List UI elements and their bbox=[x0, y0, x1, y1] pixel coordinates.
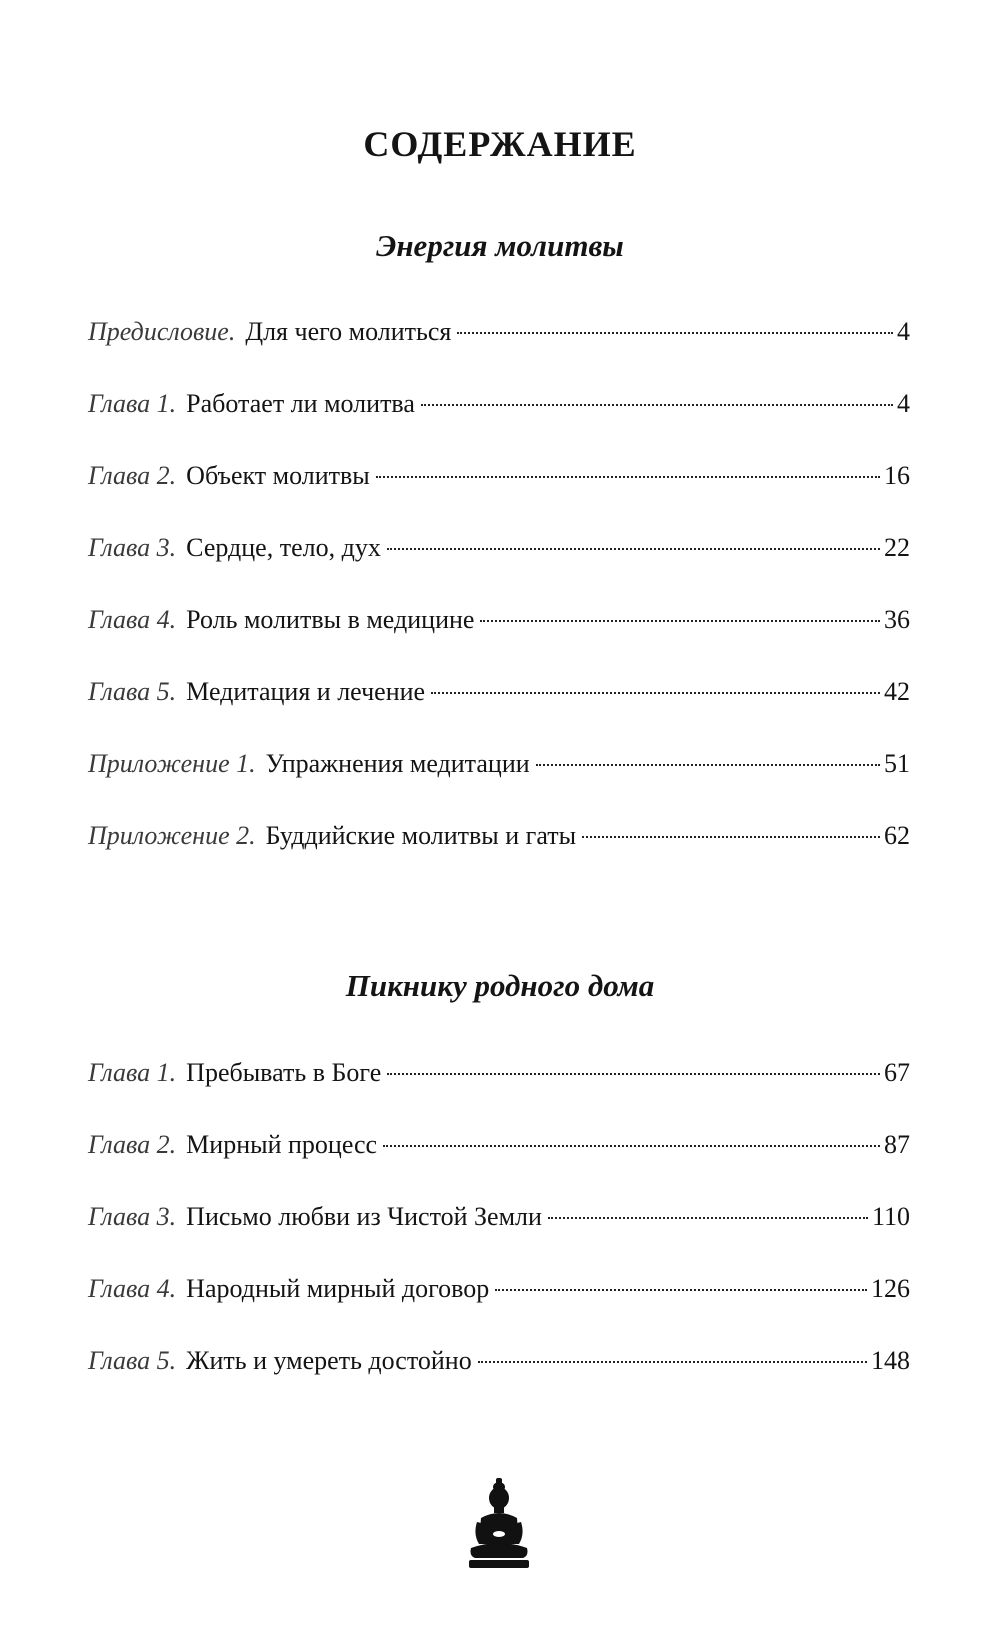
dot-leader bbox=[582, 836, 880, 838]
toc-entry[interactable] bbox=[88, 1057, 910, 1129]
entry-title: Народный мирный договор bbox=[186, 1274, 490, 1303]
entry-label: Глава 2. bbox=[88, 1130, 177, 1159]
entry-title: Пребывать в Боге bbox=[186, 1058, 382, 1087]
entry-page-number: 42 bbox=[884, 677, 910, 706]
dot-leader bbox=[457, 332, 893, 334]
section-heading-home-picnic: Пикнику родного дома bbox=[345, 968, 655, 1003]
dot-leader bbox=[376, 476, 880, 478]
entry-page-number: 16 bbox=[884, 461, 910, 490]
section-heading-prayer-energy: Энергия молитвы bbox=[376, 228, 624, 263]
toc-entry[interactable] bbox=[88, 1345, 910, 1417]
entry-label: Глава 1. bbox=[88, 389, 177, 418]
entry-title: Сердце, тело, дух bbox=[186, 533, 381, 562]
toc-entry[interactable] bbox=[88, 460, 910, 532]
entry-page-number: 87 bbox=[884, 1130, 910, 1159]
toc-entry[interactable] bbox=[88, 316, 910, 388]
entry-label: Глава 4. bbox=[88, 605, 177, 634]
toc-entry[interactable] bbox=[88, 388, 910, 460]
entry-label: Глава 3. bbox=[88, 1202, 177, 1231]
entry-title: Для чего молиться bbox=[245, 317, 452, 346]
toc-entry[interactable] bbox=[88, 604, 910, 676]
entry-title: Объект молитвы bbox=[186, 461, 370, 490]
entry-page-number: 148 bbox=[871, 1346, 910, 1375]
entry-label: Глава 3. bbox=[88, 533, 177, 562]
entry-page-number: 4 bbox=[897, 389, 910, 418]
dot-leader bbox=[387, 1073, 880, 1075]
entry-page-number: 4 bbox=[897, 317, 910, 346]
toc-entry[interactable] bbox=[88, 1273, 910, 1345]
buddha-figure-icon bbox=[467, 1478, 531, 1570]
toc-entry[interactable] bbox=[88, 748, 910, 820]
toc-list-section-1 bbox=[88, 316, 910, 892]
entry-title: Мирный процесс bbox=[186, 1130, 378, 1159]
entry-page-number: 67 bbox=[884, 1058, 910, 1087]
dot-leader bbox=[387, 548, 880, 550]
toc-entry[interactable] bbox=[88, 1129, 910, 1201]
entry-page-number: 110 bbox=[871, 1202, 910, 1231]
entry-label: Глава 2. bbox=[88, 461, 177, 490]
toc-list-section-2 bbox=[88, 1057, 910, 1417]
toc-entry[interactable] bbox=[88, 676, 910, 748]
dot-leader bbox=[480, 620, 880, 622]
entry-page-number: 126 bbox=[871, 1274, 910, 1303]
toc-entry[interactable] bbox=[88, 532, 910, 604]
entry-page-number: 22 bbox=[884, 533, 910, 562]
toc-entry[interactable] bbox=[88, 1201, 910, 1273]
entry-label: Приложение 2. bbox=[88, 821, 256, 850]
entry-title: Жить и умереть достойно bbox=[186, 1346, 472, 1375]
dot-leader bbox=[383, 1145, 880, 1147]
dot-leader bbox=[495, 1289, 867, 1291]
page-title: СОДЕРЖАНИЕ bbox=[363, 124, 637, 164]
dot-leader bbox=[431, 692, 880, 694]
entry-title: Буддийские молитвы и гаты bbox=[265, 821, 577, 850]
entry-label: Глава 1. bbox=[88, 1058, 177, 1087]
entry-title: Упражнения медитации bbox=[265, 749, 530, 778]
entry-page-number: 62 bbox=[884, 821, 910, 850]
entry-page-number: 36 bbox=[884, 605, 910, 634]
dot-leader bbox=[421, 404, 893, 406]
entry-label: Приложение 1. bbox=[88, 749, 256, 778]
dot-leader bbox=[536, 764, 880, 766]
entry-title: Роль молитвы в медицине bbox=[186, 605, 475, 634]
entry-title: Письмо любви из Чистой Земли bbox=[186, 1202, 542, 1231]
entry-label: Глава 4. bbox=[88, 1274, 177, 1303]
dot-leader bbox=[478, 1361, 867, 1363]
entry-label: Предисловие. bbox=[88, 317, 236, 346]
dot-leader bbox=[548, 1217, 868, 1219]
entry-title: Медитация и лечение bbox=[186, 677, 426, 706]
entry-label: Глава 5. bbox=[88, 677, 177, 706]
entry-page-number: 51 bbox=[884, 749, 910, 778]
toc-entry[interactable] bbox=[88, 820, 910, 892]
entry-title: Работает ли молитва bbox=[186, 389, 415, 418]
entry-label: Глава 5. bbox=[88, 1346, 177, 1375]
